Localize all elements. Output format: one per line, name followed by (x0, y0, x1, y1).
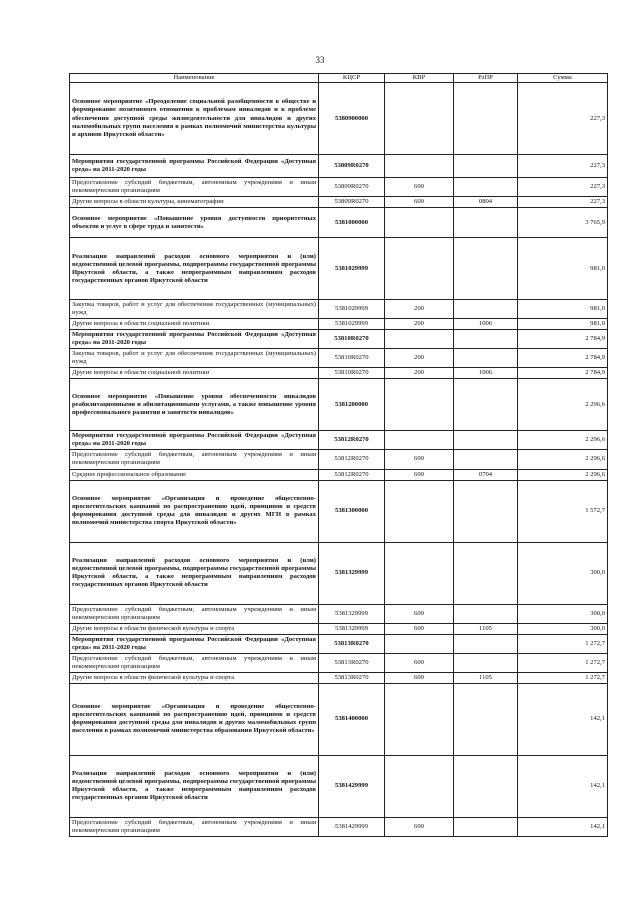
header-sum: Сумма (518, 74, 608, 83)
table-row (70, 300, 608, 319)
row-rzpr: 1105 (454, 623, 518, 634)
row-kcsr: 53809R0270 (319, 178, 385, 197)
table-header-row (70, 74, 608, 83)
row-kcsr: 53813R0270 (319, 653, 385, 672)
row-sum: 227,3 (518, 155, 608, 178)
row-rzpr (454, 83, 518, 155)
row-kvr (385, 155, 454, 178)
row-kcsr: 5381029999 (319, 300, 385, 319)
row-kcsr: 5381200000 (319, 379, 385, 431)
row-rzpr (454, 431, 518, 450)
row-kcsr: 53810R0270 (319, 349, 385, 368)
budget-table (69, 73, 608, 837)
row-kvr (385, 755, 454, 817)
row-rzpr: 1105 (454, 672, 518, 683)
row-sum: 1 272,7 (518, 672, 608, 683)
row-sum: 142,1 (518, 683, 608, 755)
row-rzpr (454, 330, 518, 349)
row-kcsr: 5381329999 (319, 542, 385, 604)
row-kvr (385, 683, 454, 755)
row-kcsr: 5381029999 (319, 319, 385, 330)
row-kvr: 600 (385, 178, 454, 197)
row-name: Другие вопросы в области физической культуры и спорта (70, 672, 319, 683)
row-name: Основное мероприятие «Организация и проведение общественно-просветительских кампаний по распространению идей, принципов и средств формирования доступной среды для инвалидов и других маломобильных групп населения в рамках полномочий министерства образования Иркутской области» (70, 683, 319, 755)
table-row (70, 755, 608, 817)
row-name: Реализация направлений расходов основного мероприятия и (или) ведомственной целевой программы, подпрограммы государственной программы Иркутской области, а также непрограммным направлениям расходов государственных органов Иркутской области (70, 542, 319, 604)
row-kcsr: 5380900000 (319, 83, 385, 155)
row-name: Основное мероприятие «Преодоление социальной разобщенности в обществе и формирование позитивного отношения к проблемам инвалидов и к проблеме обеспечения доступной среды жизнедеятельности для инвалидов и других маломобильных групп населения в рамках полномочий министерства культуры и архивов Иркутской области» (70, 83, 319, 155)
row-name: Другие вопросы в области социальной политики (70, 319, 319, 330)
row-sum: 300,0 (518, 604, 608, 623)
row-name: Предоставление субсидий бюджетным, автономным учреждениям и иным некоммерческим организациям (70, 450, 319, 469)
table-row (70, 83, 608, 155)
row-name: Предоставление субсидий бюджетным, автономным учреждениям и иным некоммерческим организациям (70, 817, 319, 836)
row-rzpr (454, 817, 518, 836)
row-name: Закупка товаров, работ и услуг для обеспечения государственных (муниципальных) нужд (70, 300, 319, 319)
table-row (70, 330, 608, 349)
row-kvr (385, 208, 454, 238)
header-kvr: КВР (385, 74, 454, 83)
row-sum: 300,0 (518, 542, 608, 604)
row-rzpr (454, 604, 518, 623)
row-kvr (385, 634, 454, 653)
row-sum: 2 296,6 (518, 431, 608, 450)
row-name: Реализация направлений расходов основного мероприятия и (или) ведомственной целевой программы, подпрограммы государственной программы Иркутской области, а также непрограммным направлениям расходов государственных органов Иркутской области (70, 238, 319, 300)
row-name: Мероприятия государственной программы Российской Федерации «Доступная среда» на 2011-2020 годы (70, 431, 319, 450)
row-kvr: 600 (385, 817, 454, 836)
header-name: Наименование (70, 74, 319, 83)
row-kvr (385, 431, 454, 450)
row-sum: 2 296,6 (518, 450, 608, 469)
row-kcsr: 53813R0270 (319, 672, 385, 683)
row-kcsr: 53810R0270 (319, 330, 385, 349)
row-name: Среднее профессиональное образование (70, 469, 319, 480)
row-sum: 2 296,6 (518, 469, 608, 480)
row-rzpr (454, 450, 518, 469)
row-rzpr (454, 178, 518, 197)
row-name: Основное мероприятие «Повышение уровня обеспеченности инвалидов реабилитационными и абилитационными услугами, а также повышение уровня профессионального развития и занятости инвалидов» (70, 379, 319, 431)
row-sum: 2 784,9 (518, 349, 608, 368)
table-row (70, 178, 608, 197)
row-sum: 981,0 (518, 300, 608, 319)
table-row (70, 672, 608, 683)
row-kvr: 600 (385, 672, 454, 683)
table-row (70, 379, 608, 431)
table-row (70, 683, 608, 755)
row-kcsr: 5381429999 (319, 755, 385, 817)
row-name: Закупка товаров, работ и услуг для обеспечения государственных (муниципальных) нужд (70, 349, 319, 368)
row-kcsr: 53809R0270 (319, 197, 385, 208)
row-kcsr: 5381029999 (319, 238, 385, 300)
table-row (70, 238, 608, 300)
row-kcsr: 5381429999 (319, 817, 385, 836)
row-sum: 227,3 (518, 178, 608, 197)
row-name: Реализация направлений расходов основного мероприятия и (или) ведомственной целевой программы, подпрограммы государственной программы Иркутской области, а также непрограммным направлениям расходов государственных органов Иркутской области (70, 755, 319, 817)
row-kvr: 200 (385, 319, 454, 330)
row-sum: 142,1 (518, 755, 608, 817)
row-kcsr: 5381400000 (319, 683, 385, 755)
table-row (70, 634, 608, 653)
row-rzpr (454, 155, 518, 178)
row-kvr (385, 480, 454, 542)
row-rzpr: 1006 (454, 368, 518, 379)
row-kvr (385, 542, 454, 604)
row-name: Основное мероприятие «Организация и проведение общественно-просветительских кампаний по распространению идей, принципов и средств формирования доступной среды для инвалидов и других МГН в рамках полномочий министерства спорта Иркутской области» (70, 480, 319, 542)
row-kcsr: 53812R0270 (319, 431, 385, 450)
table-row (70, 817, 608, 836)
row-kcsr: 53810R0270 (319, 368, 385, 379)
row-kcsr: 5381000000 (319, 208, 385, 238)
row-rzpr (454, 349, 518, 368)
row-sum: 227,3 (518, 83, 608, 155)
table-row (70, 431, 608, 450)
row-sum: 2 784,9 (518, 368, 608, 379)
row-name: Предоставление субсидий бюджетным, автономным учреждениям и иным некоммерческим организациям (70, 604, 319, 623)
row-name: Мероприятия государственной программы Российской Федерации «Доступная среда» на 2011-2020 годы (70, 330, 319, 349)
row-rzpr (454, 208, 518, 238)
table-row (70, 469, 608, 480)
row-rzpr (454, 542, 518, 604)
row-name: Другие вопросы в области культуры, кинематографии (70, 197, 319, 208)
row-kcsr: 5381300000 (319, 480, 385, 542)
row-rzpr (454, 653, 518, 672)
row-kcsr: 53813R0270 (319, 634, 385, 653)
row-name: Другие вопросы в области физической культуры и спорта (70, 623, 319, 634)
row-name: Предоставление субсидий бюджетным, автономным учреждениям и иным некоммерческим организациям (70, 178, 319, 197)
page-number: 33 (315, 55, 325, 65)
row-name: Мероприятия государственной программы Российской Федерации «Доступная среда» на 2011-2020 годы (70, 634, 319, 653)
row-kcsr: 53812R0270 (319, 450, 385, 469)
table-row (70, 197, 608, 208)
table-row (70, 623, 608, 634)
row-kvr: 600 (385, 604, 454, 623)
row-sum: 1 272,7 (518, 653, 608, 672)
row-rzpr (454, 755, 518, 817)
row-kcsr: 53812R0270 (319, 469, 385, 480)
row-kvr: 200 (385, 349, 454, 368)
row-kvr (385, 83, 454, 155)
row-kcsr: 53809R0270 (319, 155, 385, 178)
header-rzpr: РзПР (454, 74, 518, 83)
row-rzpr: 0804 (454, 197, 518, 208)
row-kvr (385, 238, 454, 300)
table-row (70, 349, 608, 368)
table-row (70, 604, 608, 623)
row-kcsr: 5381329999 (319, 604, 385, 623)
row-kvr: 600 (385, 197, 454, 208)
table-row (70, 319, 608, 330)
row-kvr (385, 379, 454, 431)
row-sum: 227,3 (518, 197, 608, 208)
row-sum: 2 784,9 (518, 330, 608, 349)
row-kvr: 200 (385, 300, 454, 319)
row-name: Другие вопросы в области социальной политики (70, 368, 319, 379)
row-kvr: 600 (385, 623, 454, 634)
row-kcsr: 5381329999 (319, 623, 385, 634)
row-kvr (385, 330, 454, 349)
row-sum: 1 272,7 (518, 634, 608, 653)
table-row (70, 208, 608, 238)
row-sum: 142,1 (518, 817, 608, 836)
row-rzpr (454, 238, 518, 300)
row-sum: 2 296,6 (518, 379, 608, 431)
row-rzpr (454, 379, 518, 431)
row-rzpr (454, 480, 518, 542)
row-kvr: 600 (385, 450, 454, 469)
row-kvr: 600 (385, 469, 454, 480)
row-rzpr: 1006 (454, 319, 518, 330)
table-row (70, 450, 608, 469)
table-row (70, 653, 608, 672)
row-rzpr (454, 634, 518, 653)
table-row (70, 368, 608, 379)
row-sum: 981,0 (518, 238, 608, 300)
row-name: Основное мероприятие «Повышение уровня доступности приоритетных объектов и услуг в сфере труда и занятости» (70, 208, 319, 238)
table-row (70, 542, 608, 604)
row-rzpr (454, 683, 518, 755)
row-kvr: 200 (385, 368, 454, 379)
row-sum: 981,0 (518, 319, 608, 330)
row-rzpr: 0704 (454, 469, 518, 480)
row-rzpr (454, 300, 518, 319)
row-kvr: 600 (385, 653, 454, 672)
header-kcsr: КЦСР (319, 74, 385, 83)
row-name: Мероприятия государственной программы Российской Федерации «Доступная среда» на 2011-2020 годы (70, 155, 319, 178)
row-name: Предоставление субсидий бюджетным, автономным учреждениям и иным некоммерческим организациям (70, 653, 319, 672)
table-row (70, 155, 608, 178)
row-sum: 1 572,7 (518, 480, 608, 542)
row-sum: 300,0 (518, 623, 608, 634)
row-sum: 3 765,9 (518, 208, 608, 238)
table-row (70, 480, 608, 542)
